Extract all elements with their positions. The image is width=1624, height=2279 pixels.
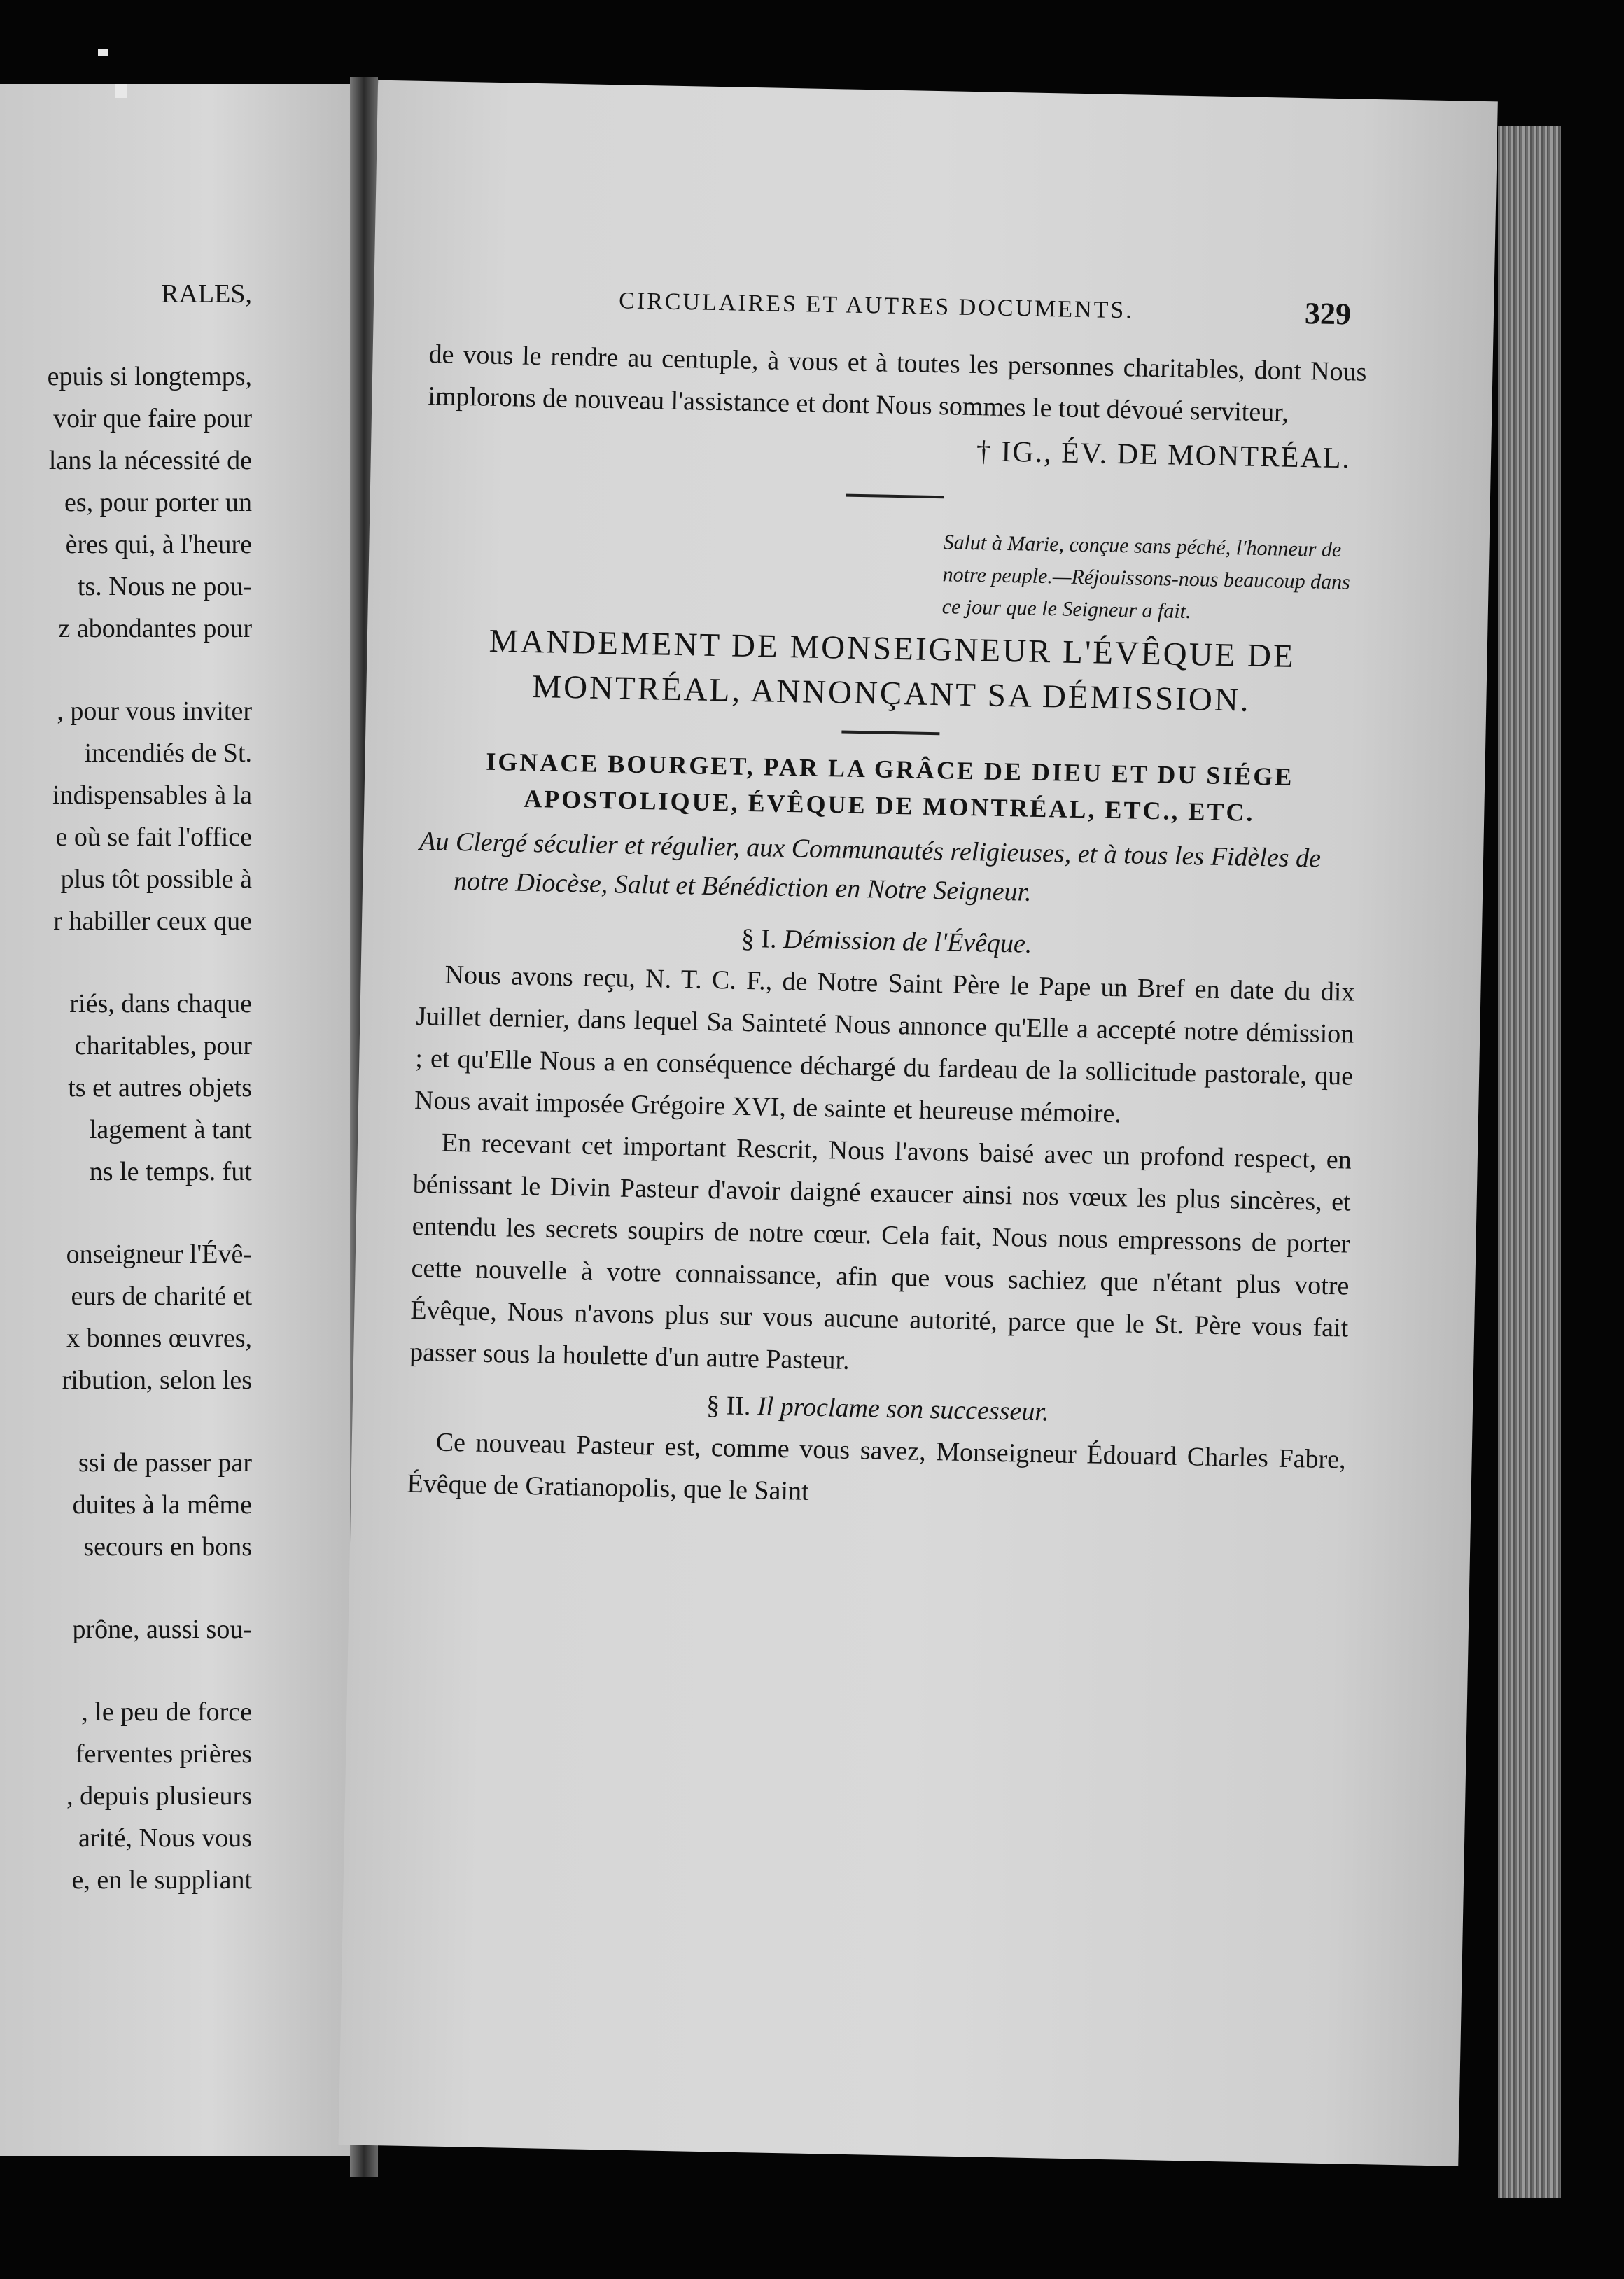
- left-page-line: e où se fait l'office: [55, 822, 252, 852]
- left-page-line: charitables, pour: [74, 1031, 252, 1060]
- left-page-line: secours en bons: [83, 1532, 252, 1562]
- section-mark: § I.: [741, 923, 778, 954]
- left-page-line: ts. Nous ne pou-: [77, 572, 252, 601]
- left-page-line: lans la nécessité de: [48, 446, 252, 475]
- left-page-text: [0, 273, 252, 1901]
- title-divider: [841, 731, 939, 736]
- left-page-line: es, pour porter un: [64, 488, 252, 517]
- left-line-gap: [0, 650, 252, 690]
- left-line-gap: [0, 1401, 252, 1442]
- left-page: [0, 84, 350, 2156]
- left-line-gap: [0, 1568, 252, 1608]
- issuer-line: IGNACE BOURGET, PAR LA GRÂCE DE DIEU ET DU SIÉGE APOSTOLIQUE, ÉVÊQUE DE MONTRÉAL, ETC., ETC.: [486, 747, 1294, 827]
- left-page-line: r habiller ceux que: [53, 906, 252, 936]
- divider: [846, 494, 944, 499]
- section-mark: § II.: [706, 1390, 751, 1422]
- left-line-gap: [0, 315, 252, 356]
- left-page-line: ribution, selon les: [62, 1366, 252, 1395]
- page-number: 329: [1304, 296, 1352, 332]
- left-page-line: arité, Nous vous: [78, 1823, 252, 1853]
- left-line-gap: [0, 1650, 252, 1691]
- left-page-line: voir que faire pour: [53, 404, 252, 433]
- left-page-line: lagement à tant: [89, 1115, 252, 1144]
- left-page-line: , le peu de force: [81, 1697, 252, 1727]
- left-page-line: riés, dans chaque: [69, 989, 252, 1018]
- left-page-line: ns le temps. fut: [89, 1157, 252, 1186]
- left-page-line: e, en le suppliant: [71, 1865, 252, 1895]
- left-page-line: ères qui, à l'heure: [65, 530, 252, 559]
- left-page-line: , pour vous inviter: [57, 696, 252, 726]
- running-head: CIRCULAIRES ET AUTRES DOCUMENTS.: [618, 288, 1135, 324]
- page-body: [407, 333, 1367, 1522]
- left-page-line: x bonnes œuvres,: [66, 1324, 252, 1353]
- paragraph: Ce nouveau Pasteur est, comme vous savez, Monseigneur Édouard Charles Fabre, Évêque de Gratianopolis, que le Saint: [407, 1427, 1346, 1506]
- page-edges: [1498, 126, 1561, 2198]
- left-page-line: ssi de passer par: [78, 1448, 252, 1478]
- left-page-line: z abondantes pour: [58, 614, 252, 643]
- left-page-line: indispensables à la: [52, 780, 252, 810]
- left-page-line: ferventes prières: [75, 1739, 252, 1769]
- left-page-line: RALES,: [161, 279, 252, 309]
- address: Au Clergé séculier et régulier, aux Communautés religieuses, et à tous les Fidèles de notre Diocèse, Salut et Bénédiction en Notre Seigneur.: [419, 826, 1322, 907]
- left-page-line: incendiés de St.: [84, 738, 252, 768]
- left-page-line: duites à la même: [72, 1490, 252, 1520]
- signature: † IG., ÉV. DE MONTRÉAL.: [976, 435, 1352, 475]
- section-title: Démission de l'Évêque.: [783, 924, 1032, 959]
- left-page-line: ts et autres objets: [68, 1073, 252, 1102]
- left-page-line: prône, aussi sou-: [72, 1615, 252, 1644]
- left-page-line: eurs de charité et: [71, 1282, 252, 1311]
- paragraph: Nous avons reçu, N. T. C. F., de Notre Saint Père le Pape un Bref en date du dix Juillet dernier, dans lequel Sa Sainteté Nous annonce qu'Elle a accepté notre démission ; et qu'Elle Nous a en conséquence déchargé du fardeau de la sollicitude pastorale, que Nous avait imposée Grégoire XVI, de sainte et heureuse mémoire.: [414, 960, 1355, 1129]
- left-line-gap: [0, 1193, 252, 1233]
- section-title: Il proclame son successeur.: [757, 1391, 1049, 1427]
- right-page: [339, 80, 1498, 2166]
- left-line-gap: [0, 942, 252, 983]
- left-page-line: onseigneur l'Évê-: [66, 1240, 252, 1269]
- left-page-line: , depuis plusieurs: [66, 1781, 252, 1811]
- left-page-line: epuis si longtemps,: [47, 362, 252, 391]
- paragraph: En recevant cet important Rescrit, Nous l'avons baisé avec un profond respect, en bénissant le Divin Pasteur d'avoir daigné exaucer ainsi nos vœux les plus sincères, et entendu les secrets soupirs de notre cœur. Cela fait, Nous nous empressons de porter cette nouvelle à votre connaissance, afin que vous sachiez que n'étant plus votre Évêque, Nous n'avons plus sur vous aucune autorité, parce que le St. Père vous fait passer sous la houlette d'un autre Pasteur.: [409, 1128, 1352, 1375]
- left-page-line: plus tôt possible à: [60, 864, 252, 894]
- epigraph: Salut à Marie, conçue sans péché, l'honneur de notre peuple.—Réjouissons-nous beaucoup dans ce jour que le Seigneur a fait.: [941, 531, 1351, 624]
- document-title: MANDEMENT DE MONSEIGNEUR L'ÉVÊQUE DE MONTRÉAL, ANNONÇANT SA DÉMISSION.: [489, 622, 1296, 719]
- opening-paragraph: de vous le rendre au centuple, à vous et à toutes les personnes charitables, dont Nous implorons de nouveau l'assistance et dont Nous sommes le tout dévoué serviteur,: [428, 339, 1367, 428]
